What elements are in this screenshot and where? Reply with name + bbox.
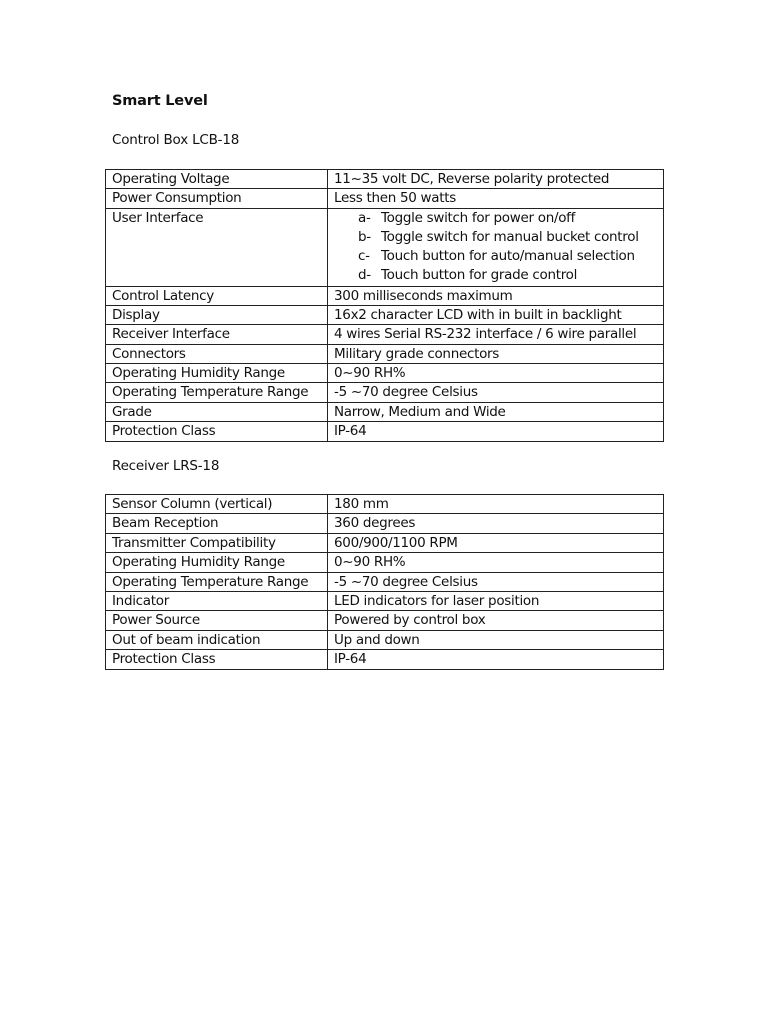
spec-label: Transmitter Compatibility [106,533,328,552]
spec-table-control-box [105,169,664,442]
spec-value: IP-64 [328,650,664,669]
spec-value: 11~35 volt DC, Reverse polarity protected [328,170,664,189]
list-item-text: Toggle switch for power on/off [381,209,576,226]
spec-value: 300 milliseconds maximum [328,286,664,305]
table-row [106,189,664,208]
list-item [358,209,657,228]
spec-label: Operating Temperature Range [106,572,328,591]
spec-label: Connectors [106,344,328,363]
table-row [106,325,664,344]
list-item [358,266,657,285]
list-marker: c- [358,248,370,265]
spec-value: 4 wires Serial RS-232 interface / 6 wire parallel [328,325,664,344]
spec-value: Up and down [328,630,664,649]
spec-value: 16x2 character LCD with in built in backlight [328,305,664,324]
list-marker: d- [358,267,371,284]
section-heading-receiver: Receiver LRS-18 [112,458,220,474]
table-row [106,591,664,610]
table-row [106,533,664,552]
list-item-text: Touch button for auto/manual selection [381,248,635,265]
table-row [106,286,664,305]
spec-label: Indicator [106,591,328,610]
spec-label: Protection Class [106,650,328,669]
spec-value-list [328,208,664,286]
spec-value: Less then 50 watts [328,189,664,208]
section-heading-control-box: Control Box LCB-18 [112,132,240,148]
spec-value: -5 ~70 degree Celsius [328,572,664,591]
spec-label: Operating Temperature Range [106,383,328,402]
table-row [106,305,664,324]
spec-value: 180 mm [328,495,664,514]
spec-label: Power Consumption [106,189,328,208]
spec-label: Sensor Column (vertical) [106,495,328,514]
table-row [106,383,664,402]
spec-label: Protection Class [106,422,328,441]
spec-label: Beam Reception [106,514,328,533]
table-row [106,402,664,421]
table-row [106,630,664,649]
list-marker: b- [358,228,371,245]
spec-value: -5 ~70 degree Celsius [328,383,664,402]
spec-value: Military grade connectors [328,344,664,363]
table-row [106,344,664,363]
table-row [106,208,664,286]
table-row [106,514,664,533]
spec-value: 600/900/1100 RPM [328,533,664,552]
table-row [106,611,664,630]
table-row [106,364,664,383]
spec-value: 360 degrees [328,514,664,533]
spec-label: Operating Voltage [106,170,328,189]
spec-table-receiver [105,494,664,670]
spec-label: Control Latency [106,286,328,305]
spec-value: 0~90 RH% [328,553,664,572]
spec-label: Grade [106,402,328,421]
spec-label: Receiver Interface [106,325,328,344]
spec-label: Out of beam indication [106,630,328,649]
table-row [106,495,664,514]
table-row [106,170,664,189]
spec-value: 0~90 RH% [328,364,664,383]
document-title: Smart Level [112,93,208,109]
spec-label: Operating Humidity Range [106,364,328,383]
spec-value: IP-64 [328,422,664,441]
spec-value: Powered by control box [328,611,664,630]
spec-label: User Interface [106,208,328,286]
list-marker: a- [358,209,371,226]
spec-label: Display [106,305,328,324]
spec-label: Operating Humidity Range [106,553,328,572]
table-row [106,650,664,669]
user-interface-list [334,209,657,286]
list-item-text: Touch button for grade control [381,267,578,284]
spec-value: LED indicators for laser position [328,591,664,610]
list-item-text: Toggle switch for manual bucket control [381,228,639,245]
spec-value: Narrow, Medium and Wide [328,402,664,421]
table-row [106,422,664,441]
table-row [106,553,664,572]
list-item [358,228,657,247]
list-item [358,247,657,266]
table-row [106,572,664,591]
spec-label: Power Source [106,611,328,630]
